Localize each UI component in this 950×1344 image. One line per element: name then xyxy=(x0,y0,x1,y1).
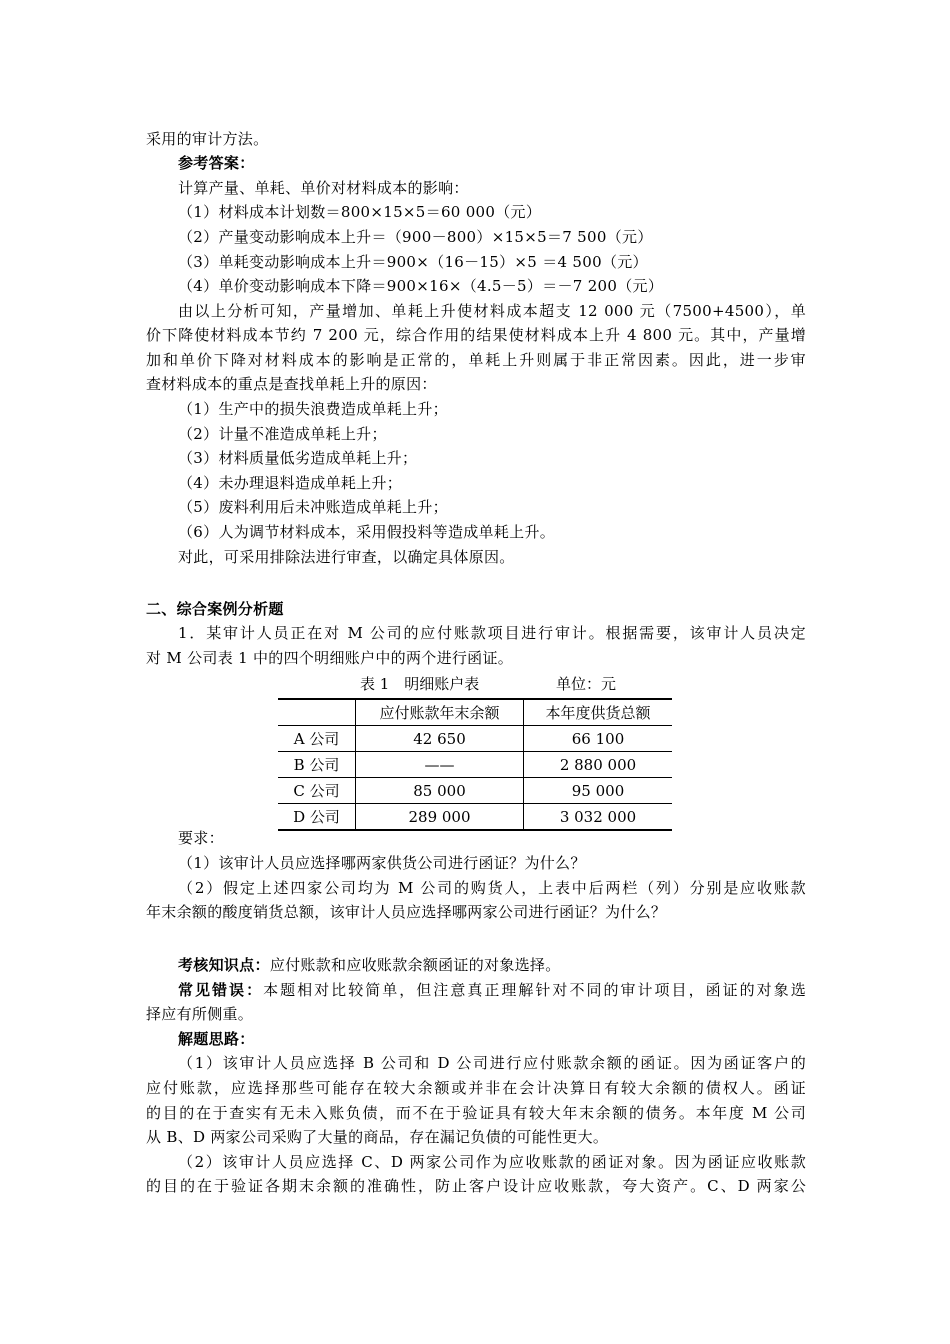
requirement-item-2: （2）假定上述四家公司均为 M 公司的购货人，上表中后两栏（列）分别是应收账款 xyxy=(178,879,806,897)
cause-item-1: （1）生产中的损失浪费造成单耗上升； xyxy=(178,400,448,418)
text-line: 加和单价下降对材料成本的影响是正常的，单耗上升则属于非正常因素。因此，进一步审 xyxy=(146,351,806,369)
solution-text: 从 B、D 两家公司采购了大量的商品，存在漏记负债的可能性更大。 xyxy=(146,1128,609,1146)
common-errors-text: 本题相对比较简单，但注意真正理解针对不同的审计项目，函证的对象选 xyxy=(263,981,806,999)
table-cell: B 公司 xyxy=(278,752,356,778)
table-cell: 95 000 xyxy=(524,778,673,804)
table-cell: A 公司 xyxy=(278,726,356,752)
table-cell: 289 000 xyxy=(356,804,524,831)
calc-line-1: （1）材料成本计划数＝800×15×5＝60 000（元） xyxy=(178,203,542,221)
cause-item-4: （4）未办理退料造成单耗上升； xyxy=(178,474,403,492)
table-row xyxy=(278,778,672,804)
header-cell: 本年度供货总额 xyxy=(524,699,673,726)
solution-heading: 解题思路： xyxy=(178,1030,255,1048)
header-cell xyxy=(278,699,356,726)
table-cell: 66 100 xyxy=(524,726,673,752)
table-header-row xyxy=(278,699,672,726)
requirement-label: 要求： xyxy=(178,829,224,847)
cause-item-5: （5）废料利用后未冲账造成单耗上升； xyxy=(178,498,448,516)
header-cell: 应付账款年末余额 xyxy=(356,699,524,726)
table-row xyxy=(278,804,672,831)
section-heading: 二、综合案例分析题 xyxy=(146,600,284,618)
reference-answer-heading: 参考答案： xyxy=(178,154,255,172)
table-caption: 表 1 明细账户表 xyxy=(360,675,480,693)
table-cell: 3 032 000 xyxy=(524,804,673,831)
table-cell: 2 880 000 xyxy=(524,752,673,778)
text-line: 由以上分析可知，产量增加、单耗上升使材料成本超支 12 000 元（7500+4500），单 xyxy=(178,302,806,320)
cause-item-3: （3）材料质量低劣造成单耗上升； xyxy=(178,449,418,467)
table-row xyxy=(278,752,672,778)
solution-text: 的目的在于查实有无未入账负债，而不在于验证具有较大年末余额的债务。本年度 M 公司 xyxy=(146,1104,806,1122)
solution-text: （2）该审计人员应选择 C、D 两家公司作为应收账款的函证对象。因为函证应收账款 xyxy=(178,1153,806,1171)
text-line: 择应有所侧重。 xyxy=(146,1005,254,1023)
cause-item-2: （2）计量不准造成单耗上升； xyxy=(178,425,387,443)
requirement-item-2-cont: 年末余额的酸度销货总额，该审计人员应选择哪两家公司进行函证？为什么？ xyxy=(146,903,667,921)
question-text: 1．某审计人员正在对 M 公司的应付账款项目进行审计。根据需要，该审计人员决定 xyxy=(178,624,806,642)
table-unit: 单位：元 xyxy=(556,675,617,693)
calc-line-4: （4）单价变动影响成本下降＝900×16×（4.5－5）＝－7 200（元） xyxy=(178,277,664,295)
text-line: 价下降使材料成本节约 7 200 元，综合作用的结果使材料成本上升 4 800 元。其中，产量增 xyxy=(146,326,806,344)
requirement-item-1: （1）该审计人员应选择哪两家供货公司进行函证？为什么？ xyxy=(178,854,586,872)
question-text: 对 M 公司表 1 中的四个明细账户中的两个进行函证。 xyxy=(146,649,514,667)
table-cell: —— xyxy=(356,752,524,778)
text-line: 查材料成本的重点是查找单耗上升的原因： xyxy=(146,375,437,393)
solution-text: （1）该审计人员应选择 B 公司和 D 公司进行应付账款余额的函证。因为函证客户的 xyxy=(178,1054,806,1072)
account-table xyxy=(278,698,672,831)
calc-line-3: （3）单耗变动影响成本上升＝900×（16－15）×5 ＝4 500（元） xyxy=(178,253,648,271)
cause-item-6: （6）人为调节材料成本，采用假投料等造成单耗上升。 xyxy=(178,523,556,541)
common-errors-label: 常见错误： xyxy=(178,981,264,999)
text-line: 计算产量、单耗、单价对材料成本的影响： xyxy=(178,179,469,197)
knowledge-point-label: 考核知识点： xyxy=(178,956,270,974)
common-errors xyxy=(178,978,806,1002)
calc-line-2: （2）产量变动影响成本上升＝（900－800）×15×5＝7 500（元） xyxy=(178,228,653,246)
solution-text: 应付账款，应选择那些可能存在较大余额或并非在会计决算日有较大余额的债权人。函证 xyxy=(146,1079,806,1097)
text-line: 对此，可采用排除法进行审查，以确定具体原因。 xyxy=(178,548,515,566)
table-cell: 85 000 xyxy=(356,778,524,804)
table-cell: D 公司 xyxy=(278,804,356,831)
solution-text: 的目的在于验证各期末余额的准确性，防止客户设计应收账款，夸大资产。C、D 两家公 xyxy=(146,1177,806,1195)
table-cell: 42 650 xyxy=(356,726,524,752)
knowledge-point-text: 应付账款和应收账款余额函证的对象选择。 xyxy=(269,956,561,974)
table-cell: C 公司 xyxy=(278,778,356,804)
table-row xyxy=(278,726,672,752)
text-line: 采用的审计方法。 xyxy=(146,130,269,148)
knowledge-point xyxy=(178,953,561,977)
